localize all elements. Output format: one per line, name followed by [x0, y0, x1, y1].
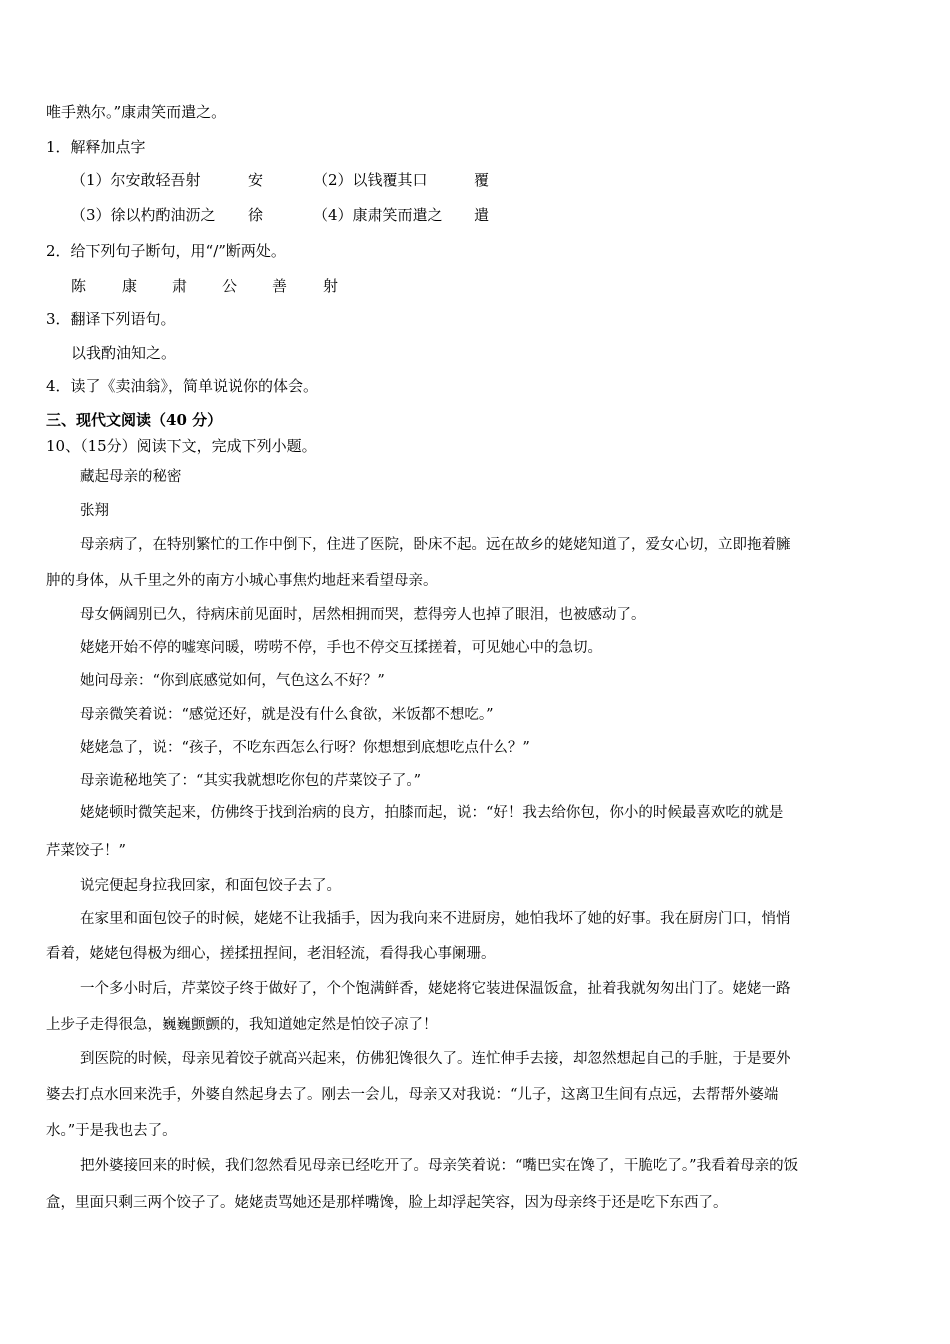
article-line: 一个多小时后，芹菜饺子终于做好了，个个饱满鲜香，姥姥将它装进保温饭盒，扯着我就匆匆出门了。姥姥一路: [80, 981, 791, 997]
article-line: 到医院的时候，母亲见着饺子就高兴起来，仿佛犯馋很久了。连忙伸手去接，却忽然想起自己的手脏，于是要外: [80, 1051, 791, 1067]
article-title: 藏起母亲的秘密: [80, 469, 182, 485]
q2-char: 善: [272, 277, 288, 295]
q1-item-2-char: 覆: [474, 171, 490, 189]
article-line: 芹菜饺子！”: [46, 843, 126, 859]
article-line: 肿的身体，从千里之外的南方小城心事焦灼地赶来看望母亲。: [46, 573, 438, 589]
q1-item-2-phrase: （2）以钱覆其口: [313, 171, 428, 189]
section-heading: 三、现代文阅读（40 分）: [46, 411, 223, 429]
article-line: 姥姥顿时微笑起来，仿佛终于找到治病的良方，拍膝而起，说：“好！我去给你包，你小的时候最喜欢吃的就是: [80, 805, 784, 821]
q2-char: 公: [222, 277, 238, 295]
article-line: 水。”于是我也去了。: [46, 1123, 177, 1139]
q2-char: 肃: [172, 277, 188, 295]
q2-char: 射: [323, 277, 339, 295]
text-line: 唯手熟尔。”康肃笑而遣之。: [46, 103, 227, 121]
article-line: 母亲微笑着说：“感觉还好，就是没有什么食欲，米饭都不想吃。”: [80, 707, 494, 723]
article-line: 母亲诡秘地笑了：“其实我就想吃你包的芹菜饺子了。”: [80, 773, 422, 789]
article-line: 她问母亲：“你到底感觉如何，气色这么不好？”: [80, 673, 385, 689]
q1-item-1-phrase: （1）尔安敢轻吾射: [71, 171, 201, 189]
article-line: 把外婆接回来的时候，我们忽然看见母亲已经吃开了。母亲笑着说：“嘴巴实在馋了，干脆吃了。”我看着母亲的饭: [80, 1158, 799, 1174]
q1-item-3-phrase: （3）徐以杓酌油沥之: [71, 206, 216, 224]
q1-item-3-char: 徐: [248, 206, 264, 224]
question-10-title: 10、（15分）阅读下文，完成下列小题。: [46, 437, 317, 455]
q3-sentence: 以我酌油知之。: [71, 344, 177, 362]
q2-char: 陈: [71, 277, 87, 295]
article-line: 姥姥急了，说：“孩子，不吃东西怎么行呀？你想想到底想吃点什么？”: [80, 740, 530, 756]
q1-item-4-phrase: （4）康肃笑而遣之: [313, 206, 443, 224]
q1-item-4-char: 遣: [474, 206, 490, 224]
article-line: 母女俩阔别已久，待病床前见面时，居然相拥而哭，惹得旁人也掉了眼泪，也被感动了。: [80, 607, 646, 623]
question-1-title: 1．解释加点字: [46, 138, 146, 156]
article-line: 上步子走得很急，巍巍颤颤的，我知道她定然是怕饺子凉了！: [46, 1017, 438, 1033]
question-4-title: 4．读了《卖油翁》，简单说说你的体会。: [46, 377, 319, 395]
q1-item-1-char: 安: [248, 171, 264, 189]
article-line: 姥姥开始不停的嘘寒问暖，唠唠不停，手也不停交互揉搓着，可见她心中的急切。: [80, 640, 602, 656]
article-line: 说完便起身拉我回家，和面包饺子去了。: [80, 878, 341, 894]
article-author: 张翔: [80, 503, 109, 519]
article-line: 在家里和面包饺子的时候，姥姥不让我插手，因为我向来不进厨房，她怕我坏了她的好事。我在厨房门口，悄悄: [80, 911, 791, 927]
article-line: 母亲病了，在特别繁忙的工作中倒下，住进了医院，卧床不起。远在故乡的姥姥知道了，爱女心切，立即拖着臃: [80, 537, 791, 553]
question-3-title: 3．翻译下列语句。: [46, 310, 176, 328]
article-line: 婆去打点水回来洗手，外婆自然起身去了。刚去一会儿，母亲又对我说：“儿子，这离卫生间有点远，去帮帮外婆端: [46, 1087, 779, 1103]
question-2-title: 2．给下列句子断句，用“/”断两处。: [46, 242, 286, 260]
article-line: 盒，里面只剩三两个饺子了。姥姥责骂她还是那样嘴馋，脸上却浮起笑容，因为母亲终于还是吃下东西了。: [46, 1195, 728, 1211]
article-line: 看着，姥姥包得极为细心，搓揉扭捏间，老泪轻流，看得我心事阑珊。: [46, 946, 496, 962]
q2-char: 康: [122, 277, 138, 295]
